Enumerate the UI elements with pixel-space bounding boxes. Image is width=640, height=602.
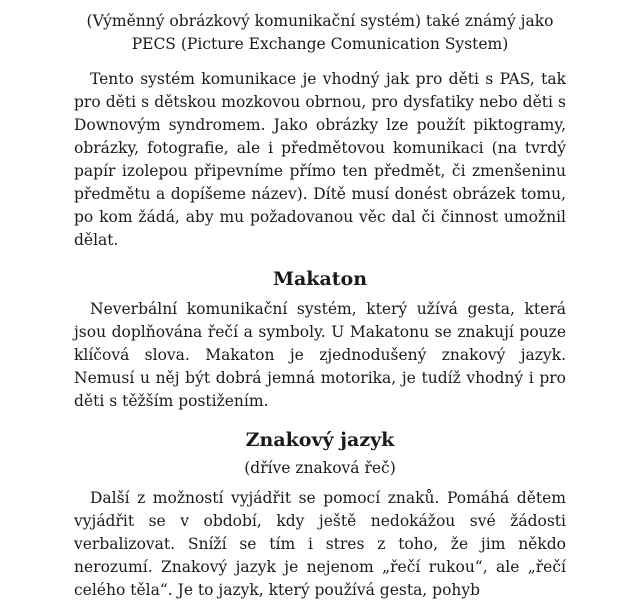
makaton-heading: Makaton bbox=[272, 268, 368, 290]
document-page bbox=[74, 0, 566, 599]
znakovy-jazyk-paragraph: Další z možností vyjádřit se pomocí znaků. Pomáhá dětem vyjádřit se v období, kdy ještě nedokážou své žádosti verbalizovat. Sníží se tím i stres z toho, že jim někdo nerozumí. Znakový jazyk je nejenom „řečí rukou“, ale „řečí celého těla“. Je to jazyk, který používá gesta, pohyb bbox=[74, 489, 566, 599]
pecs-subtitle-line-1: (Výměnný obrázkový komunikační systém) také známý jako bbox=[86, 12, 554, 30]
znakovy-jazyk-note: (dříve znaková řeč) bbox=[244, 459, 396, 477]
pecs-subtitle bbox=[74, 10, 566, 56]
pecs-paragraph: Tento systém komunikace je vhodný jak pro děti s PAS, tak pro děti s dětskou mozkovou obrnou, pro dysfatiky nebo děti s Downovým syndromem. Jako obrázky lze použít piktogramy, obrázky, fotografie, ale i předmětovou komunikaci (na tvrdý papír izolepou připevníme přímo ten předmět, či zmenšeninu předmětu a dopíšeme název). Dítě musí donést obrázek tomu, po kom žádá, aby mu požadovanou věc dal či činnost umožnil dělat. bbox=[74, 70, 566, 249]
makaton-paragraph: Neverbální komunikační systém, který užívá gesta, která jsou doplňována řečí a symboly. U Makatonu se znakují pouze klíčová slova. Makaton je zjednodušený znakový jazyk. Nemusí u něj být dobrá jemná motorika, je tudíž vhodný i pro děti s těžším postižením. bbox=[74, 300, 566, 410]
pecs-subtitle-line-2: PECS (Picture Exchange Comunication System) bbox=[131, 35, 509, 53]
znakovy-jazyk-heading: Znakový jazyk bbox=[245, 429, 395, 451]
